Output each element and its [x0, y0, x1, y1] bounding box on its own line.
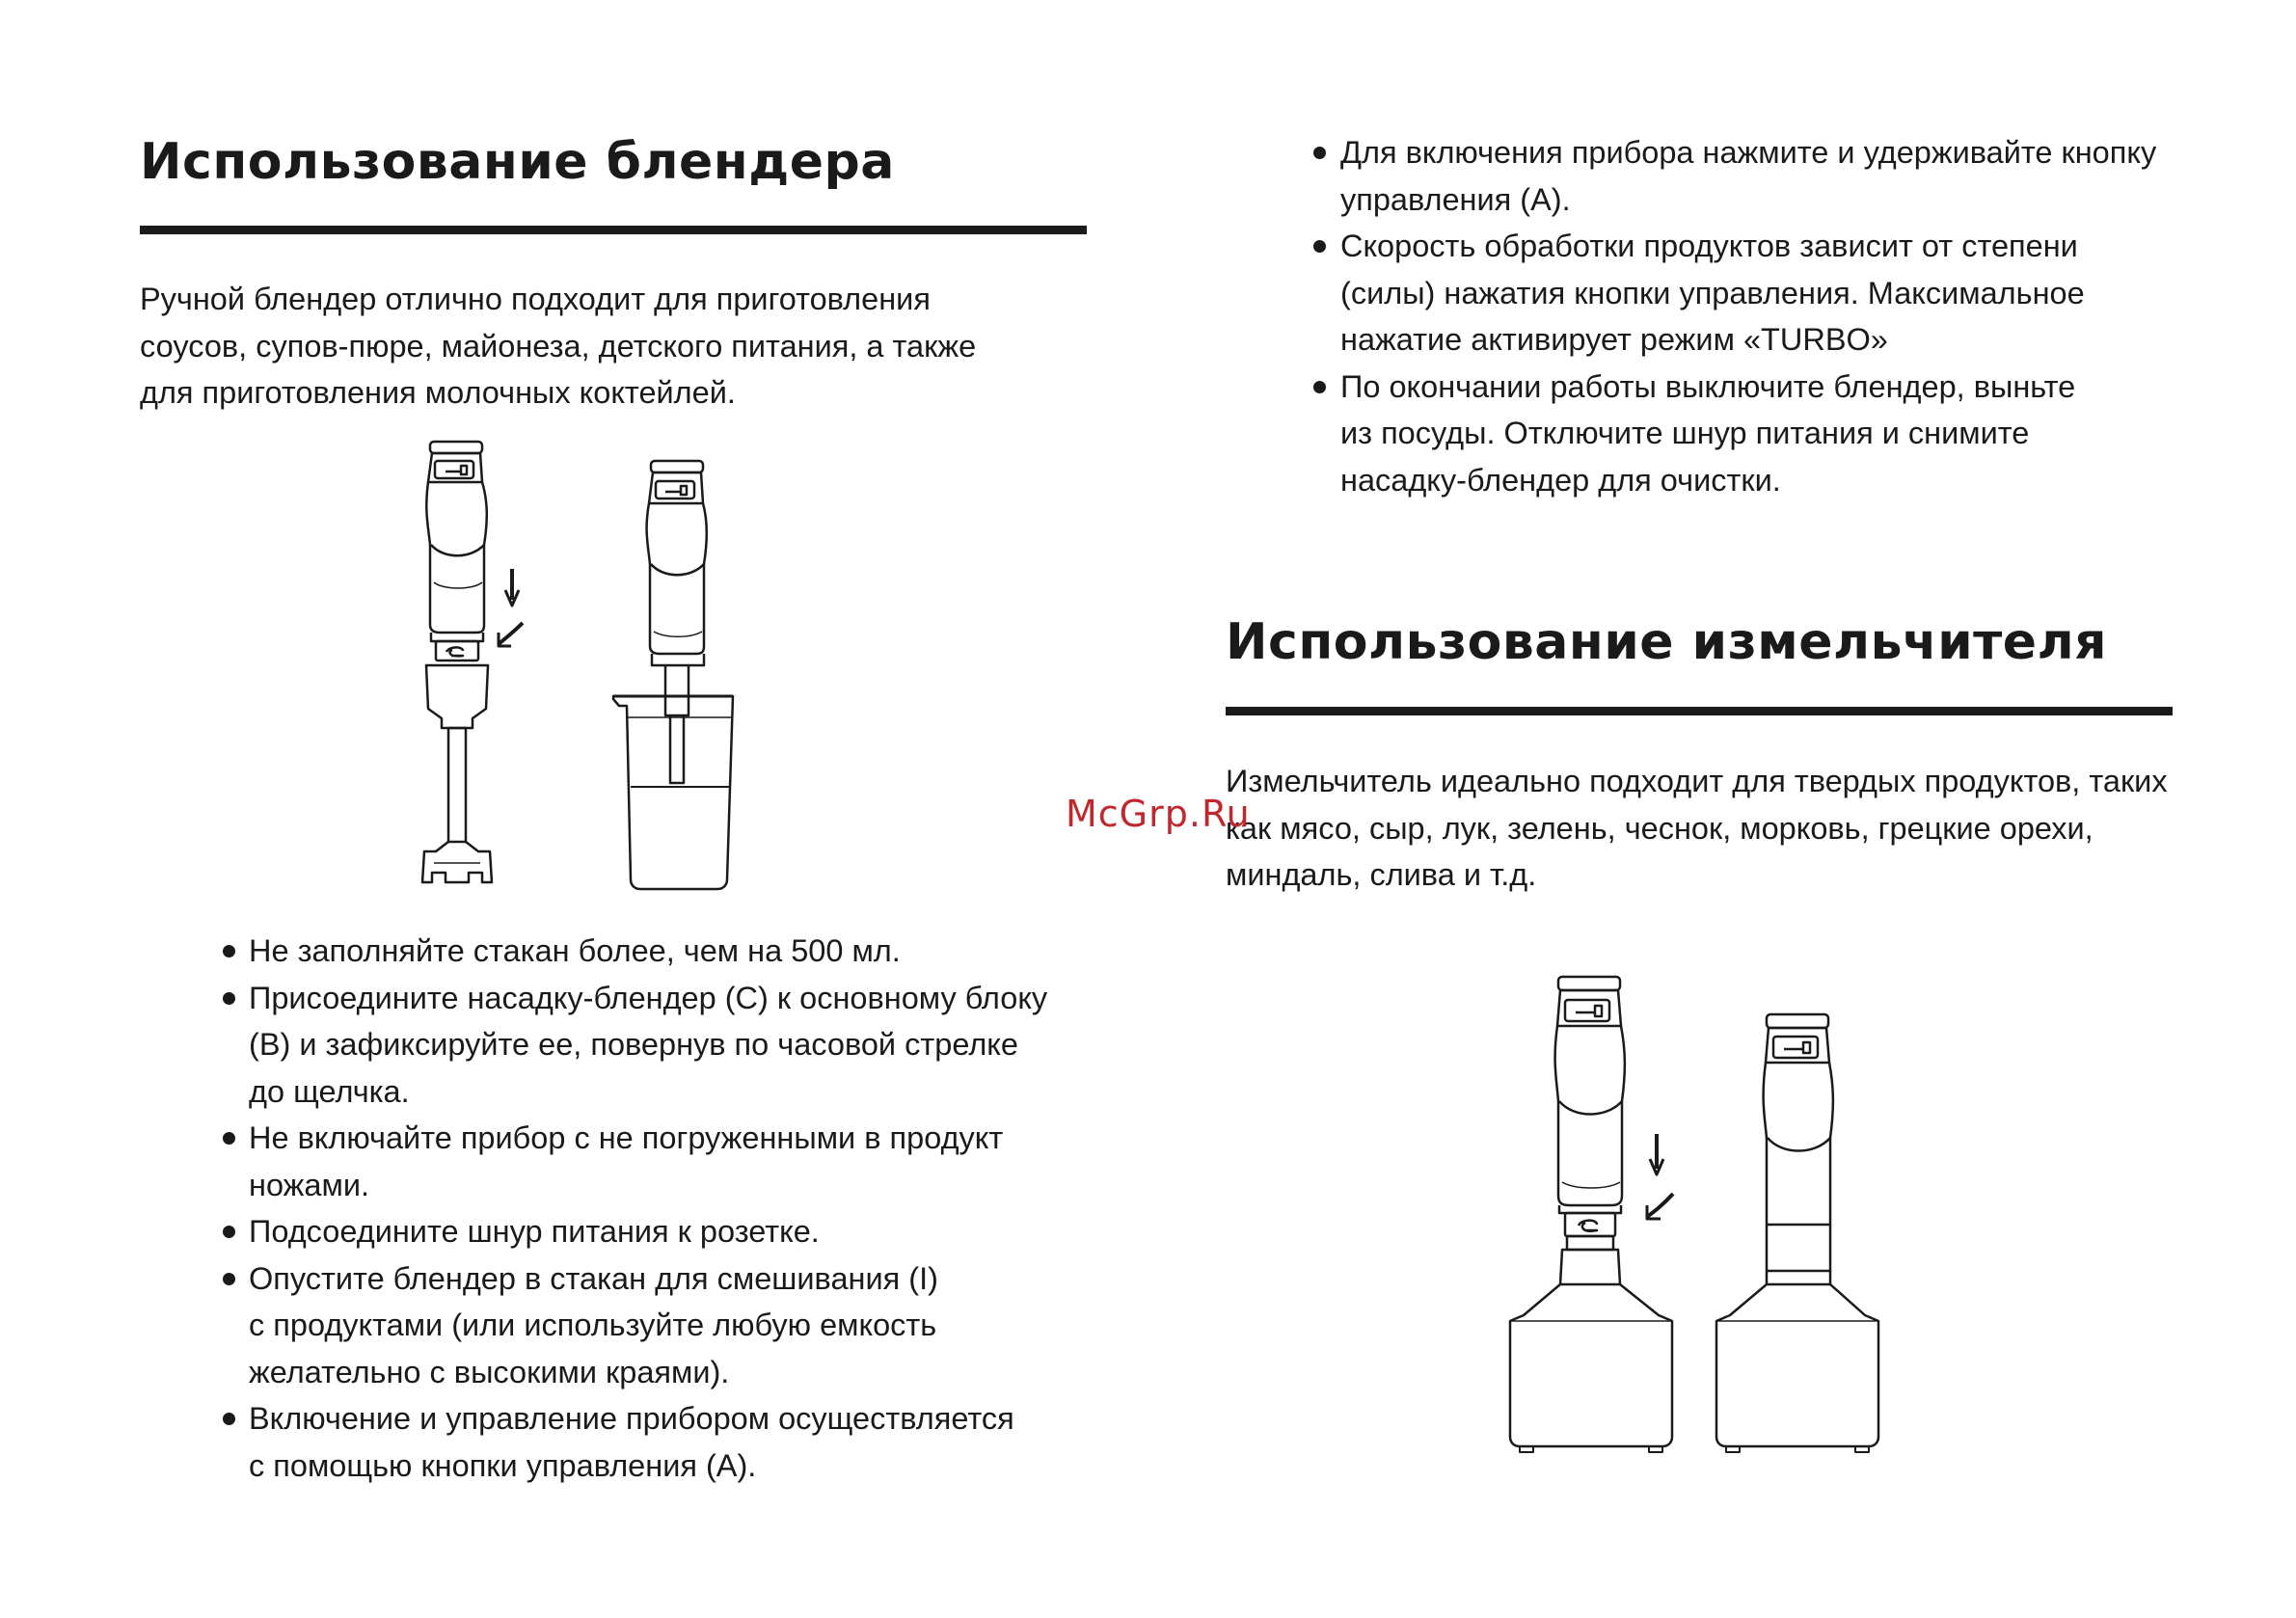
list-item: Не заполняйте стакан более, чем на 500 мл.	[140, 928, 1104, 975]
list-item: Скорость обработки продуктов зависит от степени (силы) нажатия кнопки управления. Максимальное нажатие активирует режим «TURBO»	[1340, 223, 2189, 364]
list-item: Включение и управление прибором осуществляется с помощью кнопки управления (А).	[140, 1395, 1104, 1489]
chopper-assembled-illustration	[1716, 1014, 1878, 1452]
chopper-section-title: Использование измельчителя	[1226, 613, 2108, 671]
list-item: По окончании работы выключите блендер, выньте из посуды. Отключите шнур питания и снимите насадку-блендер для очистки.	[1340, 364, 2189, 504]
blender-section-title: Использование блендера	[140, 133, 895, 191]
intro-line: Измельчитель идеально подходит для твердых продуктов, таких	[1226, 764, 2168, 798]
list-item: Присоедините насадку-блендер (С) к основному блоку (В) и зафиксируйте ее, повернув по часовой стрелке до щелчка.	[140, 975, 1104, 1116]
list-item: Опустите блендер в стакан для смешивания (I) с продуктами (или используйте любую емкость желательно с высокими краями).	[140, 1255, 1104, 1396]
intro-line: Ручной блендер отлично подходит для приготовления	[140, 282, 931, 316]
list-item: Не включайте прибор с не погруженными в продукт ножами.	[140, 1115, 1104, 1208]
watermark: McGrp.Ru	[1066, 793, 1251, 835]
intro-line: миндаль, слива и т.д.	[1226, 857, 1537, 892]
intro-line: как мясо, сыр, лук, зелень, чеснок, морковь, грецкие орехи,	[1226, 810, 2093, 846]
list-item: Для включения прибора нажмите и удерживайте кнопку управления (А).	[1340, 129, 2189, 223]
intro-line: для приготовления молочных коктейлей.	[140, 375, 736, 410]
intro-line: соусов, супов-пюре, майонеза, детского питания, а также	[140, 328, 977, 364]
list-item: Подсоедините шнур питания к розетке.	[140, 1208, 1104, 1255]
